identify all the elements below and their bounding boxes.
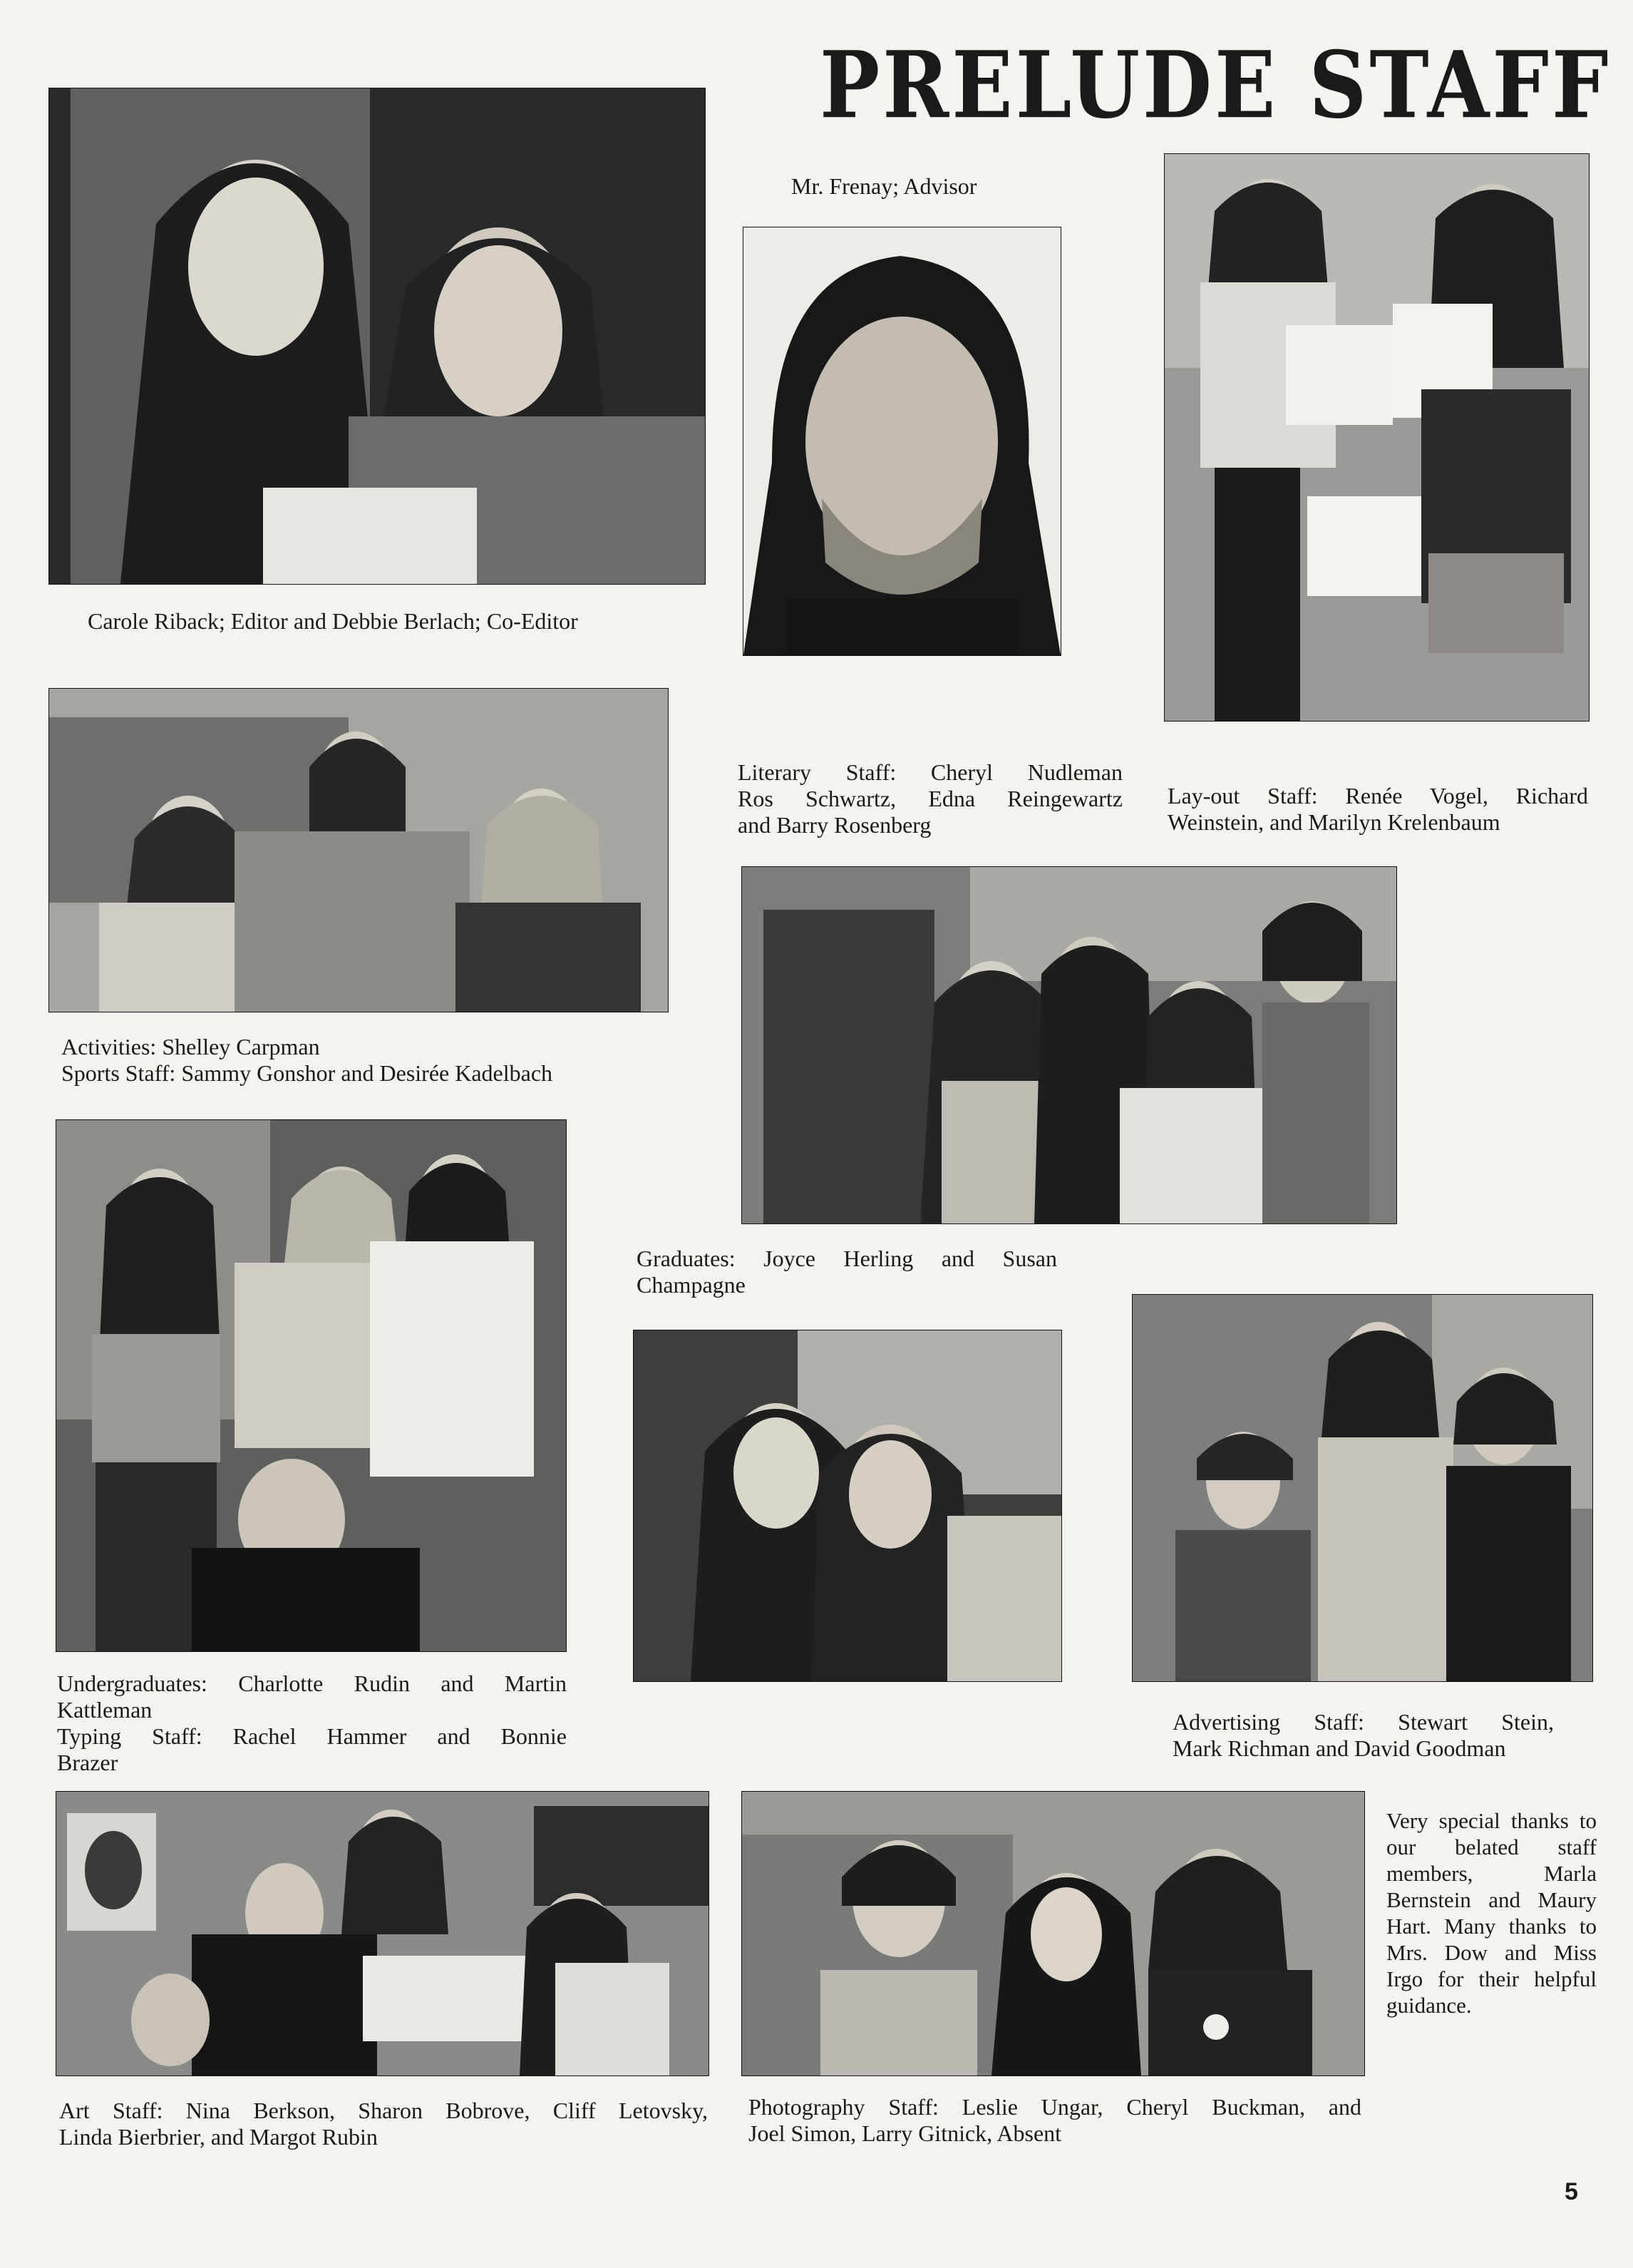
caption-undergrads-typing: Undergraduates: Charlotte Rudin and Martin Kattleman Typing Staff: Rachel Hammer and Bonnie Brazer [57, 1671, 567, 1775]
caption-graduates: Graduates: Joyce Herling and Susan Champagne [637, 1246, 1057, 1298]
photo-graduates [741, 866, 1397, 1224]
caption-art-staff: Art Staff: Nina Berkson, Sharon Bobrove, Cliff Letovsky, Linda Bierbrier, and Margot Rubin [59, 2098, 708, 2150]
page-number: 5 [1565, 2178, 1578, 2205]
photo-undergrads-typing [56, 1119, 567, 1652]
photo-advisor [743, 227, 1061, 656]
photo-activities-sports [48, 688, 669, 1012]
photo-two-girls [633, 1330, 1062, 1682]
photo-photography-staff [741, 1791, 1365, 2076]
photo-art-staff [56, 1791, 709, 2076]
thanks-note: Very special thanks to our belated staff members, Marla Bernstein and Maury Hart. Many thanks to Mrs. Dow and Miss Irgo for their helpful guidance. [1386, 1808, 1597, 2018]
caption-activities-sports: Activities: Shelley Carpman Sports Staff: Sammy Gonshor and Desirée Kadelbach [61, 1034, 553, 1086]
photo-layout-staff [1164, 153, 1590, 722]
page-title: PRELUDE STAFF [820, 31, 1612, 140]
caption-advertising: Advertising Staff: Stewart Stein, Mark Richman and David Goodman [1173, 1709, 1554, 1761]
caption-layout-staff: Lay-out Staff: Renée Vogel, Richard Weinstein, and Marilyn Krelenbaum [1168, 783, 1588, 835]
caption-editors: Carole Riback; Editor and Debbie Berlach; Co-Editor [88, 608, 578, 634]
caption-photography-staff: Photography Staff: Leslie Ungar, Cheryl Buckman, and Joel Simon, Larry Gitnick, Absent [748, 2094, 1361, 2146]
caption-advisor: Mr. Frenay; Advisor [791, 173, 977, 199]
photo-editors [48, 88, 706, 585]
photo-advertising [1132, 1294, 1593, 1682]
caption-literary-staff: Literary Staff: Cheryl Nudleman Ros Schwartz, Edna Reingewartz and Barry Rosenberg [738, 759, 1123, 838]
